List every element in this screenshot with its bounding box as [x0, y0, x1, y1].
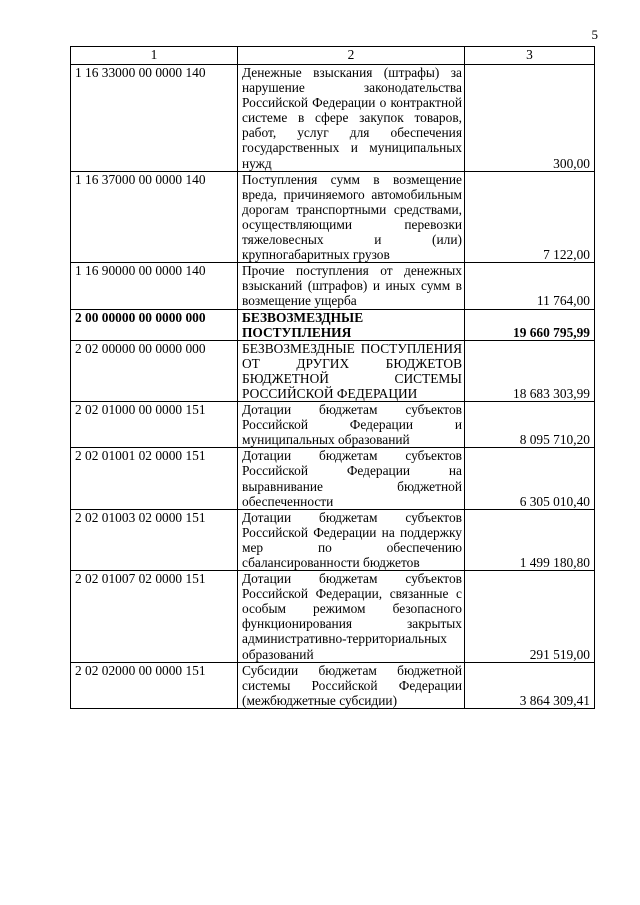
- budget-classification-code: 2 02 01001 02 0000 151: [71, 448, 238, 509]
- budget-classification-code: 1 16 90000 00 0000 140: [71, 263, 238, 309]
- table-row: [71, 571, 595, 663]
- table-header-row: [71, 47, 595, 65]
- budget-revenue-table: [70, 46, 595, 709]
- amount-value: 291 519,00: [465, 571, 595, 663]
- revenue-name: Дотации бюджетам субъектов Российской Федерации и муниципальных образований: [238, 402, 465, 448]
- amount-value: 8 095 710,20: [465, 402, 595, 448]
- revenue-name: Дотации бюджетам субъектов Российской Федерации на поддержку мер по обеспечению сбалансированности бюджетов: [238, 509, 465, 570]
- revenue-name: БЕЗВОЗМЕЗДНЫЕ ПОСТУПЛЕНИЯ: [238, 309, 465, 340]
- budget-classification-code: 1 16 33000 00 0000 140: [71, 65, 238, 172]
- budget-classification-code: 2 00 00000 00 0000 000: [71, 309, 238, 340]
- table-row: [71, 448, 595, 509]
- revenue-name: Прочие поступления от денежных взысканий (штрафов) и иных сумм в возмещение ущерба: [238, 263, 465, 309]
- revenue-name: Дотации бюджетам субъектов Российской Федерации на выравнивание бюджетной обеспеченности: [238, 448, 465, 509]
- column-header-amount: 3: [465, 47, 595, 65]
- amount-value: 19 660 795,99: [465, 309, 595, 340]
- table-row: [71, 263, 595, 309]
- amount-value: 1 499 180,80: [465, 509, 595, 570]
- budget-classification-code: 2 02 00000 00 0000 000: [71, 340, 238, 401]
- revenue-name: Поступления сумм в возмещение вреда, причиняемого автомобильным дорогам транспортными средствами, осуществляющими перевозки тяжеловесных и (или) крупногабаритных грузов: [238, 171, 465, 263]
- page-number: 5: [591, 27, 598, 42]
- budget-classification-code: 2 02 01007 02 0000 151: [71, 571, 238, 663]
- revenue-name: Денежные взыскания (штрафы) за нарушение законодательства Российской Федерации о контрактной системе в сфере закупок товаров, работ, услуг для обеспечения государственных и муниципальных нужд: [238, 65, 465, 172]
- budget-classification-code: 2 02 02000 00 0000 151: [71, 662, 238, 708]
- table-row: [71, 662, 595, 708]
- table-row: [71, 65, 595, 172]
- table-row: [71, 309, 595, 340]
- revenue-name: Дотации бюджетам субъектов Российской Федерации, связанные с особым режимом безопасного функционирования закрытых административно-территориальных образований: [238, 571, 465, 663]
- table-row: [71, 402, 595, 448]
- amount-value: 6 305 010,40: [465, 448, 595, 509]
- revenue-name: Субсидии бюджетам бюджетной системы Российской Федерации (межбюджетные субсидии): [238, 662, 465, 708]
- table-row: [71, 509, 595, 570]
- revenue-name: БЕЗВОЗМЕЗДНЫЕ ПОСТУПЛЕНИЯ ОТ ДРУГИХ БЮДЖЕТОВ БЮДЖЕТНОЙ СИСТЕМЫ РОССИЙСКОЙ ФЕДЕРАЦИИ: [238, 340, 465, 401]
- table-row: [71, 171, 595, 263]
- budget-classification-code: 2 02 01003 02 0000 151: [71, 509, 238, 570]
- amount-value: 300,00: [465, 65, 595, 172]
- amount-value: 18 683 303,99: [465, 340, 595, 401]
- amount-value: 3 864 309,41: [465, 662, 595, 708]
- column-header-name: 2: [238, 47, 465, 65]
- budget-classification-code: 2 02 01000 00 0000 151: [71, 402, 238, 448]
- column-header-code: 1: [71, 47, 238, 65]
- amount-value: 11 764,00: [465, 263, 595, 309]
- budget-classification-code: 1 16 37000 00 0000 140: [71, 171, 238, 263]
- table-body: [71, 65, 595, 709]
- table-row: [71, 340, 595, 401]
- amount-value: 7 122,00: [465, 171, 595, 263]
